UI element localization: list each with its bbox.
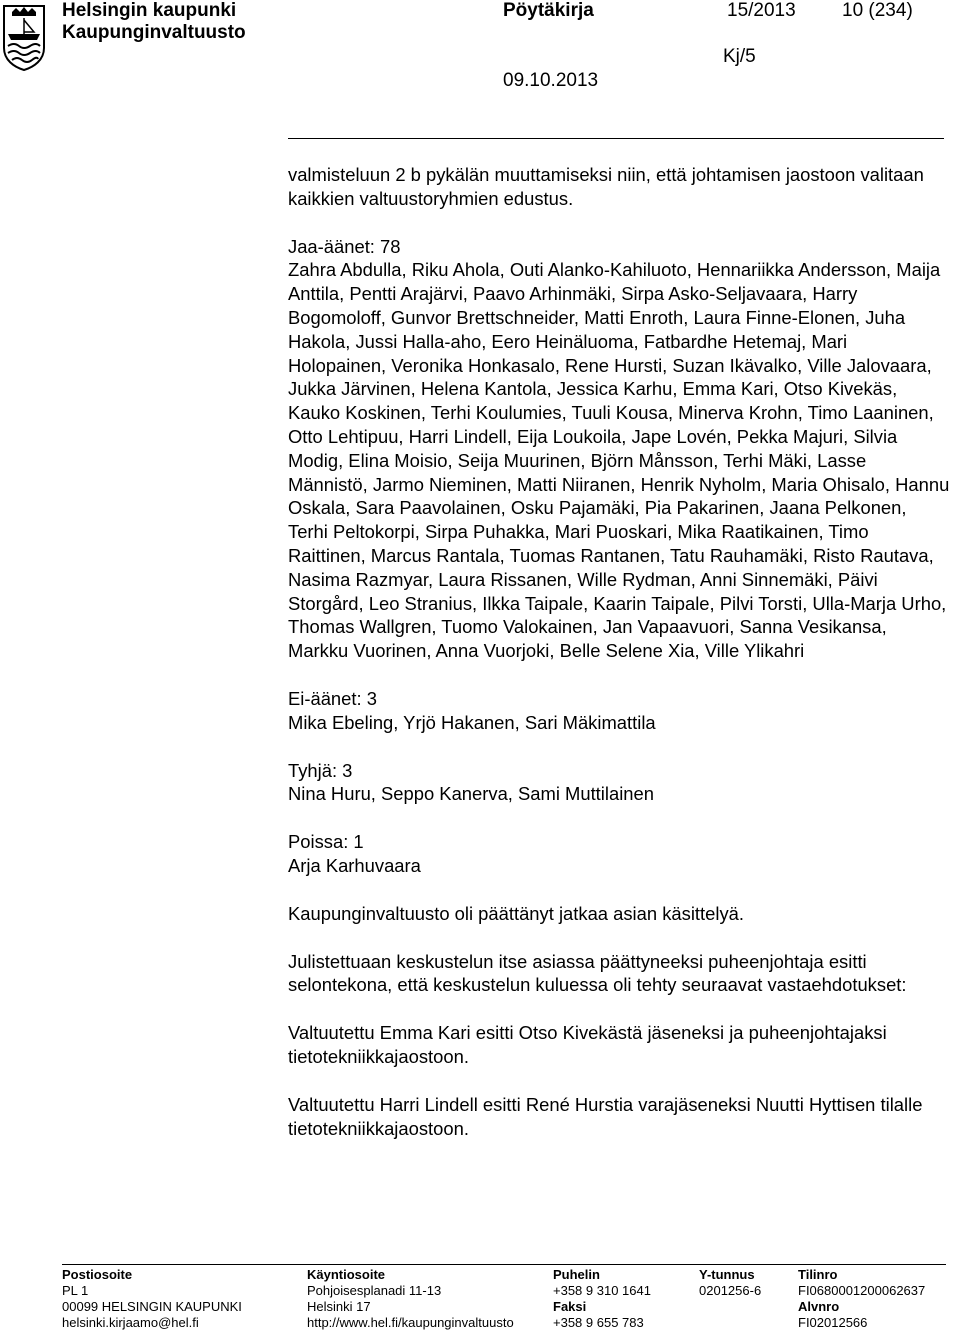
org-name: Helsingin kaupunki [62,0,237,21]
postal-line-2: 00099 HELSINGIN KAUPUNKI [62,1299,242,1314]
fax-number: +358 9 655 783 [553,1315,644,1330]
footer-visiting-address [307,1267,514,1331]
postal-email[interactable]: helsinki.kirjaamo@hel.fi [62,1315,199,1330]
absent-heading: Poissa: 1 [288,831,364,853]
fax-label: Faksi [553,1299,587,1314]
visiting-label: Käyntiosoite [307,1267,386,1282]
doc-type: Pöytäkirja [503,0,594,21]
minutes-content [288,163,950,1140]
lindell-proposal-paragraph: Valtuutettu Harri Lindell esitti René Hurstia varajäseneksi Nuutti Hyttisen tilalle tietotekniikkajaostoon. [288,1093,923,1139]
blank-votes-names: Nina Huru, Seppo Kanerva, Sami Muttilainen [288,783,654,805]
page-number: 10 (234) [842,0,913,21]
footer-account [798,1267,925,1331]
postal-line-1: PL 1 [62,1283,89,1298]
absent-names: Arja Karhuvaara [288,854,421,876]
yes-votes-heading: Jaa-äänet: 78 [288,235,401,257]
business-id-value: 0201256-6 [699,1283,762,1298]
business-id-label: Y-tunnus [699,1267,755,1282]
vat-label: Alvnro [798,1299,840,1314]
footer-divider [62,1264,946,1265]
continue-paragraph: Kaupunginvaltuusto oli päättänyt jatkaa asian käsittelyä. [288,902,744,924]
kari-proposal-paragraph: Valtuutettu Emma Kari esitti Otso Kivekästä jäseneksi ja puheenjohtajaksi tietotekniikkajaostoon. [288,1022,887,1067]
helsinki-crest-icon [2,4,46,72]
yes-votes-names: Zahra Abdulla, Riku Ahola, Outi Alanko-Kahiluoto, Hennariikka Andersson, Maija Anttila, Pentti Arajärvi, Paavo Arhinmäki, Sirpa Asko-Seljavaara, Harry Bogomoloff, Gunvor Brettschneider, Matti Enroth, Laura Finne-Elonen, Juha Hakola, Jussi Halla-aho, Eero Heinäluoma, Fatbardhe Hetemaj, Mari Holopainen, Veronika Honkasalo, Rene Hursti, Suzan Ikävalko, Ville Jalovaara, Jukka Järvinen, Helena Kantola, Jessica Karhu, Emma Kari, Otso Kivekäs, Kauko Koskinen, Terhi Koulumies, Tuuli Kousa, Minerva Krohn, Timo Laaninen, Otto Lehtipuu, Harri Lindell, Eija Loukoila, Jape Lovén, Pekka Majuri, Silvia Modig, Elina Moisio, Seija Muurinen, Björn Månsson, Terhi Mäki, Lasse Männistö, Jarmo Nieminen, Matti Niiranen, Henrik Nyholm, Maria Ohisalo, Hannu Oskala, Sara Paavolainen, Osku Pajamäki, Pia Pakarinen, Jaana Pelkonen, Terhi Peltokorpi, Sirpa Puhakka, Mari Puoskari, Mika Raatikainen, Timo Raittinen, Marcus Rantala, Tuomas Rantanen, Tatu Rauhamäki, Risto Rautava, Nasima Razmyar, Laura Rissanen, Wille Rydman, Anni Sinnemäki, Päivi Storgård, Leo Stranius, Ilkka Taipale, Kaarin Taipale, Pilvi Torsti, Ulla-Marja Urho, Thomas Wallgren, Tuomo Valokainen, Jan Vapaavuori, Sanna Vesikansa, Markku Vuorinen, Anna Vuorjoki, Belle Selene Xia, Ville Ylikahri [288,259,950,662]
footer-business-id [699,1267,761,1299]
meeting-number: 15/2013 [727,0,796,21]
account-number: FI0680001200062637 [798,1283,926,1298]
website-link[interactable]: http://www.hel.fi/kaupunginvaltuusto [307,1315,514,1330]
phone-number: +358 9 310 1641 [553,1283,651,1298]
section-code: Kj/5 [723,46,756,67]
vat-number: FI02012566 [798,1315,868,1330]
body-name: Kaupunginvaltuusto [62,22,246,43]
visiting-line-2: Helsinki 17 [307,1299,371,1314]
no-votes-names: Mika Ebeling, Yrjö Hakanen, Sari Mäkimattila [288,711,656,733]
chair-paragraph: Julistettuaan keskustelun itse asiassa päättyneeksi puheenjohtaja esitti selontekona, että keskustelun kuluessa oli tehty seuraavat vastaehdotukset: [288,950,907,996]
footer-phone [553,1267,651,1331]
intro-paragraph: valmisteluun 2 b pykälän muuttamiseksi niin, että johtamisen jaostoon valitaan kaikkien valtuustoryhmien edustus. [288,164,924,209]
header-divider [288,138,944,139]
account-label: Tilinro [798,1267,838,1282]
no-votes-heading: Ei-äänet: 3 [288,687,377,709]
postal-label: Postiosoite [62,1267,133,1282]
visiting-line-1: Pohjoisesplanadi 11-13 [307,1283,442,1298]
meeting-date: 09.10.2013 [503,70,599,91]
phone-label: Puhelin [553,1267,600,1282]
blank-votes-heading: Tyhjä: 3 [288,759,353,781]
footer-postal-address [62,1267,242,1331]
